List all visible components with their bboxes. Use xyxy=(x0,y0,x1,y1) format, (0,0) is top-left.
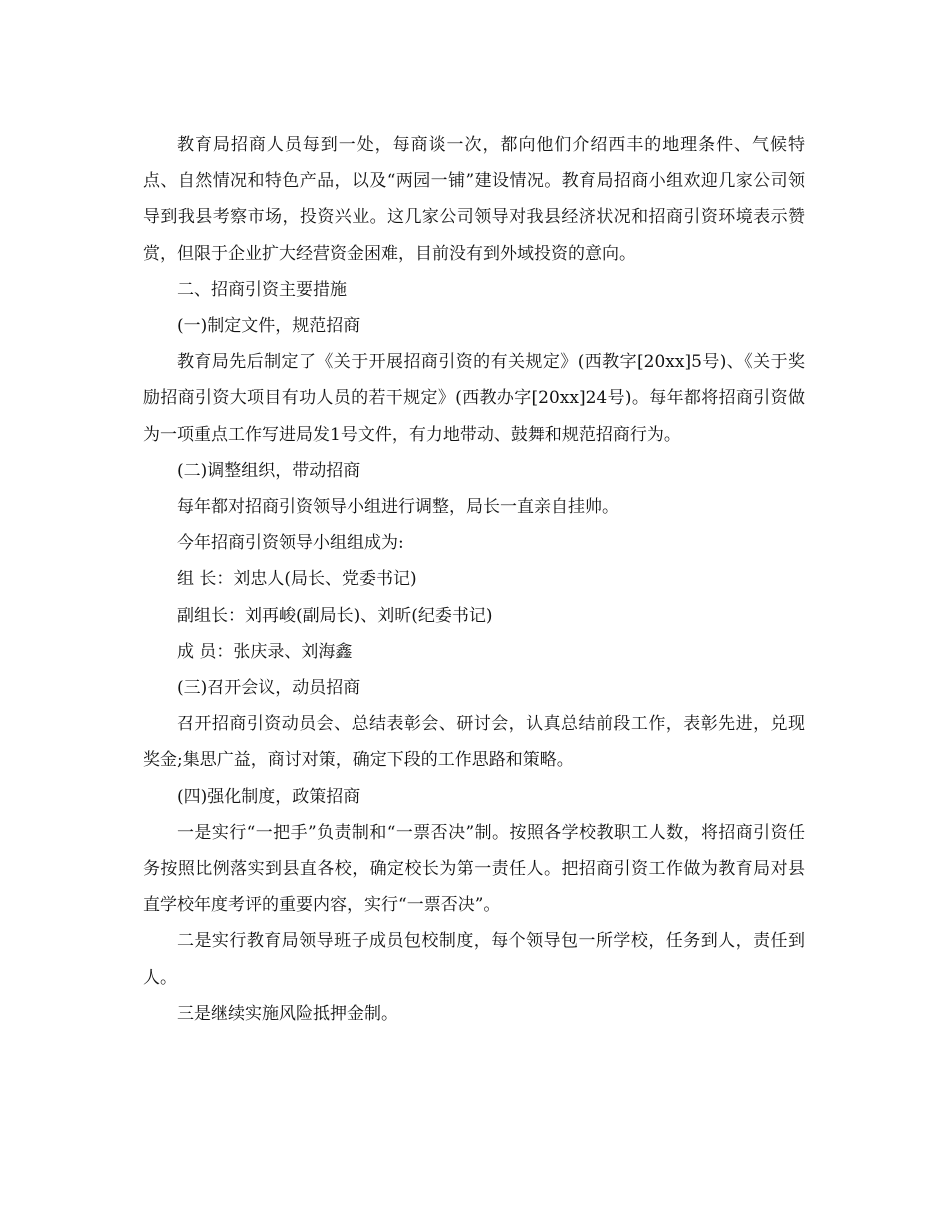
paragraph-risk-deposit: 三是继续实施风险抵押金制。 xyxy=(177,1003,398,1024)
group-members-line: 成 员：张庆录、刘海鑫 xyxy=(177,641,353,662)
deputy-leader-line: 副组长：刘再峻(副局长)、刘昕(纪委书记) xyxy=(177,605,493,626)
subheading-organization: (二)调整组织，带动招商 xyxy=(177,460,361,481)
group-leader-line: 组 长：刘忠人(局长、党委书记) xyxy=(177,569,417,590)
paragraph-school-contract-system: 二是实行教育局领导班子成员包校制度，每个领导包一所学校，任务到人，责任到人。 xyxy=(143,931,805,988)
subheading-system: (四)强化制度，政策招商 xyxy=(177,786,361,807)
section-heading-main-measures: 二、招商引资主要措施 xyxy=(177,279,347,300)
subheading-meetings: (三)召开会议，动员招商 xyxy=(177,678,361,699)
paragraph-regulations: 教育局先后制定了《关于开展招商引资的有关规定》(西教字[20xx]5号)、《关于奖励招商引资大项目有功人员的若干规定》(西教办字[20xx]24号)。每年都将招商引资做为一项重点工作写进局发1号文件，有力地带动、鼓舞和规范招商行为。 xyxy=(143,352,805,445)
paragraph-leadership-adjustment: 每年都对招商引资领导小组进行调整，局长一直亲自挂帅。 xyxy=(177,497,619,518)
paragraph-group-composition: 今年招商引资领导小组组成为: xyxy=(177,533,404,554)
paragraph-responsibility-system: 一是实行“一把手”负责制和“一票否决”制。按照各学校教职工人数，将招商引资任务按照比例落实到县直各校，确定校长为第一责任人。把招商引资工作做为教育局对县直学校年度考评的重要内容，实行“一票否决”。 xyxy=(143,822,805,916)
paragraph-investment-visits: 教育局招商人员每到一处，每商谈一次，都向他们介绍西丰的地理条件、气候特点、自然情况和特色产品，以及“两园一铺”建设情况。教育局招商小组欢迎几家公司领导到我县考察市场，投资兴业。这几家公司领导对我县经济状况和招商引资环境表示赞赏，但限于企业扩大经营资金困难，目前没有到外域投资的意向。 xyxy=(143,135,805,264)
subheading-documents: (一)制定文件，规范招商 xyxy=(177,316,361,337)
paragraph-meetings: 召开招商引资动员会、总结表彰会、研讨会，认真总结前段工作，表彰先进，兑现奖金;集思广益，商讨对策，确定下段的工作思路和策略。 xyxy=(143,714,805,771)
document-body xyxy=(143,127,805,1032)
